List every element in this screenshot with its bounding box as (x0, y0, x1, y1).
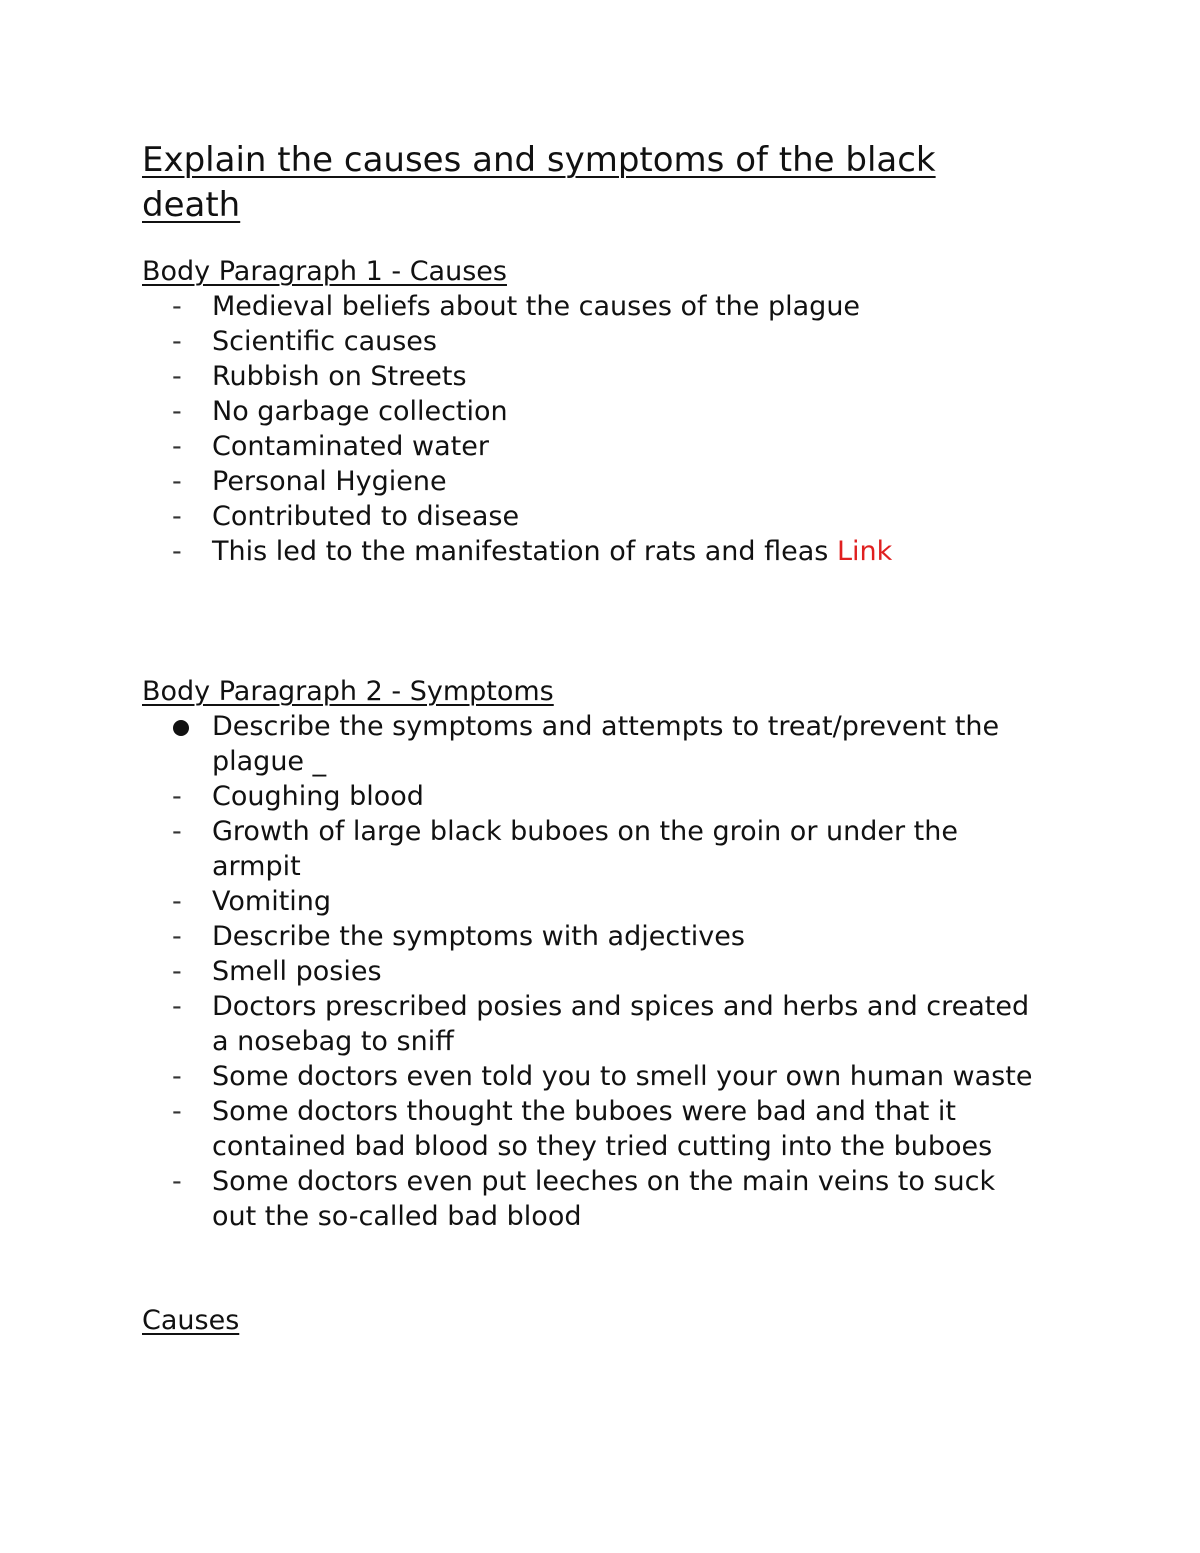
dash-bullet-icon (172, 919, 202, 954)
list-item: - Smell posies (142, 954, 1042, 989)
section-heading-causes-2: Causes (142, 1305, 240, 1336)
list-item: - Coughing blood (142, 779, 1042, 814)
list-item: - This led to the manifestation of rats and fleas Link (142, 534, 1042, 569)
round-bullet-icon (173, 720, 189, 736)
list-item: - Some doctors even put leeches on the main veins to suck out the so-called bad blood (142, 1164, 1042, 1234)
list-item: - Rubbish on Streets (142, 359, 1042, 394)
dash-bullet-icon (172, 429, 202, 464)
list-item: - Doctors prescribed posies and spices and herbs and created a nosebag to sniff (142, 989, 1042, 1059)
list-item: - Some doctors even told you to smell your own human waste (142, 1059, 1042, 1094)
list-item: - Personal Hygiene (142, 464, 1042, 499)
list-item: - Contaminated water (142, 429, 1042, 464)
list-item: - Growth of large black buboes on the groin or under the armpit (142, 814, 1042, 884)
document-title: Explain the causes and symptoms of the black death (142, 140, 936, 225)
dash-bullet-icon (172, 1164, 202, 1199)
list-item: - Vomiting (142, 884, 1042, 919)
dash-bullet-icon (172, 1059, 202, 1094)
dash-bullet-icon (172, 464, 202, 499)
section-heading-causes: Body Paragraph 1 - Causes (142, 256, 507, 287)
section-heading-symptoms: Body Paragraph 2 - Symptoms (142, 676, 554, 707)
dash-bullet-icon (172, 1094, 202, 1129)
dash-bullet-icon (172, 324, 202, 359)
dash-bullet-icon (172, 534, 202, 569)
causes-list (142, 289, 1062, 569)
dash-bullet-icon (172, 359, 202, 394)
list-item: - No garbage collection (142, 394, 1042, 429)
dash-bullet-icon (172, 989, 202, 1024)
list-item: - Describe the symptoms with adjectives (142, 919, 1042, 954)
dash-bullet-icon (172, 499, 202, 534)
dash-bullet-icon (172, 394, 202, 429)
document-body (142, 138, 1062, 1338)
dash-bullet-icon (172, 814, 202, 849)
link-annotation: Link (836, 536, 893, 567)
dash-bullet-icon (172, 884, 202, 919)
list-item: - Some doctors thought the buboes were bad and that it contained bad blood so they tried cutting into the buboes (142, 1094, 1042, 1164)
symptoms-list (142, 709, 1062, 1234)
list-item: - Contributed to disease (142, 499, 1042, 534)
dash-bullet-icon (172, 954, 202, 989)
dash-bullet-icon (172, 289, 202, 324)
dash-bullet-icon (172, 779, 202, 814)
list-item: - Scientific causes (142, 324, 1042, 359)
list-item: Describe the symptoms and attempts to treat/prevent the plague _ (142, 709, 1042, 779)
list-item: - Medieval beliefs about the causes of the plague (142, 289, 1042, 324)
